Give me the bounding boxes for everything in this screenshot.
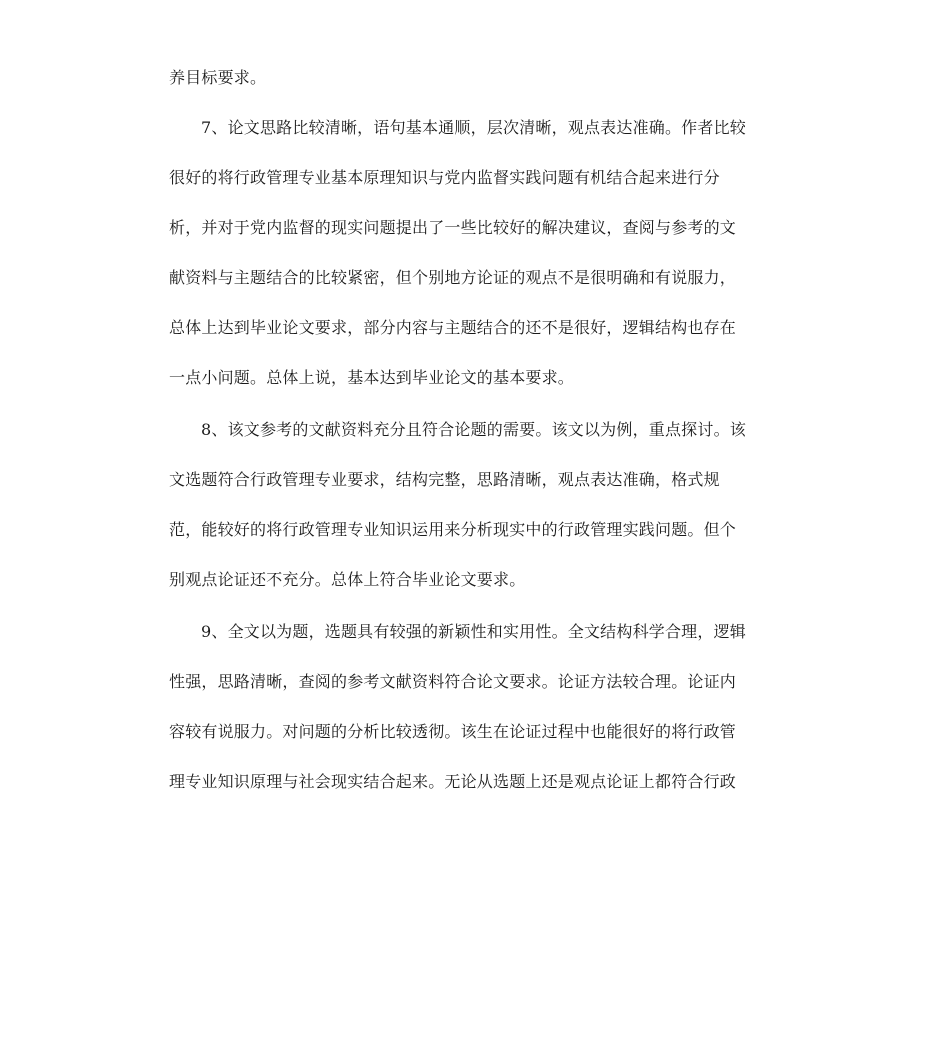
text-line: 范，能较好的将行政管理专业知识运用来分析现实中的行政管理实践问题。但个 xyxy=(169,520,737,539)
text-line: 析，并对于党内监督的现实问题提出了一些比较好的解决建议，查阅与参考的文 xyxy=(169,218,737,237)
text-line: 养目标要求。 xyxy=(169,68,267,87)
text-line: 一点小问题。总体上说，基本达到毕业论文的基本要求。 xyxy=(169,368,575,387)
text-line: 性强，思路清晰，查阅的参考文献资料符合论文要求。论证方法较合理。论证内 xyxy=(169,672,737,691)
text-line: 文选题符合行政管理专业要求，结构完整，思路清晰，观点表达准确，格式规 xyxy=(169,470,720,489)
text-line: 容较有说服力。对问题的分析比较透彻。该生在论证过程中也能很好的将行政管 xyxy=(169,722,737,741)
paragraph-7-line: 7、论文思路比较清晰，语句基本通顺，层次清晰，观点表达准确。作者比较 xyxy=(201,118,746,137)
paragraph-9-line: 9、全文以为题，选题具有较强的新颖性和实用性。全文结构科学合理，逻辑 xyxy=(201,622,746,641)
text-line: 献资料与主题结合的比较紧密，但个别地方论证的观点不是很明确和有说服力， xyxy=(169,268,737,287)
text-line: 理专业知识原理与社会现实结合起来。无论从选题上还是观点论证上都符合行政 xyxy=(169,772,737,791)
text-line: 别观点论证还不充分。总体上符合毕业论文要求。 xyxy=(169,570,526,589)
text-line: 很好的将行政管理专业基本原理知识与党内监督实践问题有机结合起来进行分 xyxy=(169,168,720,187)
text-line: 总体上达到毕业论文要求，部分内容与主题结合的还不是很好，逻辑结构也存在 xyxy=(169,318,737,337)
paragraph-8-line: 8、该文参考的文献资料充分且符合论题的需要。该文以为例，重点探讨。该 xyxy=(201,420,746,439)
